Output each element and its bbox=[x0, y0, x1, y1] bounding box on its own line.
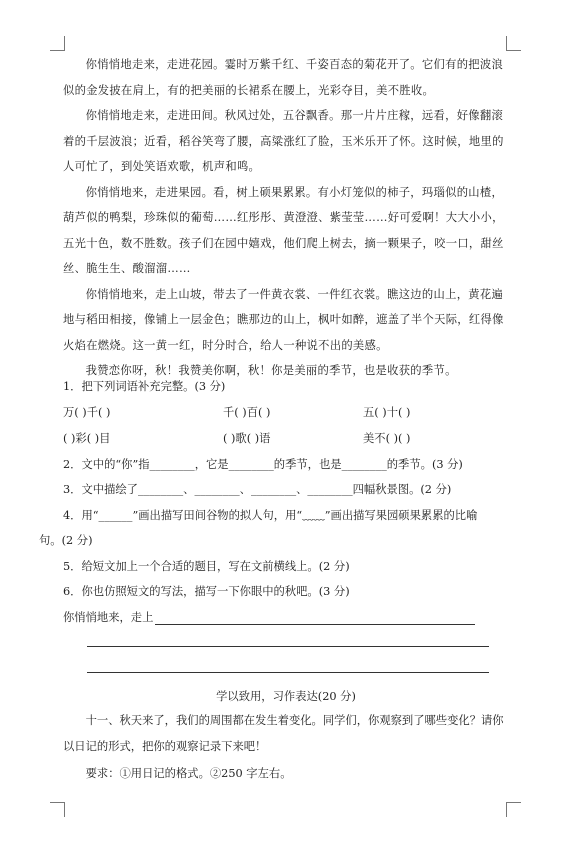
crop-mark-bottom-left bbox=[50, 802, 65, 817]
idiom-blank: 千( )百( ) bbox=[223, 406, 271, 419]
crop-mark-top-right bbox=[506, 36, 521, 51]
passage-paragraph-garden: 你悄悄地走来，走进花园。霎时万紫千红、千姿百态的菊花开了。它们有的把波浪似的金发披在肩上，有的把美丽的长裙系在腰上，光彩夺目，美不胜收。 bbox=[63, 58, 504, 97]
question-4-line-1: 4．用“______”画出描写田间谷物的拟人句，用“﹏﹏”画出描写果园硕果累累的比喻 bbox=[63, 509, 478, 522]
answer-prompt-text: 你悄悄地来，走上 bbox=[63, 611, 154, 624]
passage-paragraph-orchard: 你悄悄地来，走进果园。看，树上硕果累累。有小灯笼似的柿子，玛瑙似的山楂，葫芦似的鸭梨，珍珠似的葡萄……红彤彤、黄澄澄、紫莹莹……好可爱啊！大大小小，五光十色，数不胜数。孩子们在园中嬉戏，他们爬上树去，摘一颗果子，咬一口，甜丝丝、脆生生、酸溜溜…… bbox=[63, 185, 504, 275]
reading-passage bbox=[63, 52, 509, 384]
idiom-blank: ( )彩( )目 bbox=[63, 432, 111, 445]
answer-blank-line[interactable] bbox=[155, 624, 475, 625]
passage-paragraph-field: 你悄悄地走来，走进田间。秋风过处，五谷飘香。那一片片庄稼，远看，好像翻滚着的千层波浪；近看，稻谷笑弯了腰，高粱涨红了脸，玉米乐开了怀。这时候，地里的人可忙了，到处笑语欢歌，机声和鸣。 bbox=[63, 109, 504, 173]
question-2: 2．文中的“你”指________，它是________的季节，也是________的季节。(3 分) bbox=[63, 458, 463, 471]
answer-blank-line[interactable] bbox=[87, 672, 489, 673]
writing-requirements: 要求：①用日记的格式。②250 字左右。 bbox=[85, 767, 292, 780]
idiom-blank: 五( )十( ) bbox=[363, 406, 411, 419]
crop-mark-bottom-right bbox=[506, 802, 521, 817]
question-6-prompt bbox=[63, 609, 475, 625]
question-1-title: 1．把下列词语补充完整。(3 分) bbox=[63, 380, 226, 393]
question-4-line-2: 句。(2 分) bbox=[39, 534, 93, 547]
idiom-blank: 万( )千( ) bbox=[63, 406, 111, 419]
question-6: 6．你也仿照短文的写法，描写一下你眼中的秋吧。(3 分) bbox=[63, 585, 350, 598]
question-5: 5．给短文加上一个合适的题目，写在文前横线上。(2 分) bbox=[63, 560, 350, 573]
idiom-blank: 美不( )( ) bbox=[363, 432, 411, 445]
passage-paragraph-hill: 你悄悄地来，走上山坡，带去了一件黄衣裳、一件红衣裳。瞧这边的山上，黄花遍地与稻田相接，像铺上一层金色；瞧那边的山上，枫叶如醉，遮盖了半个天际，红得像火焰在燃烧。这一黄一红，时分时合，给人一种说不出的美感。 bbox=[63, 287, 504, 352]
crop-mark-top-left bbox=[50, 36, 65, 51]
section-title: 学以致用，习作表达(20 分) bbox=[216, 690, 356, 703]
writing-task: 十一、秋天来了，我们的周围都在发生着变化。同学们，你观察到了哪些变化？请你以日记的形式，把你的观察记录下来吧！ bbox=[63, 714, 504, 753]
idiom-blank: ( )歌( )语 bbox=[223, 432, 271, 445]
question-3: 3．文中描绘了________、________、________、________四幅秋景图。(2 分) bbox=[63, 483, 452, 496]
passage-paragraph-conclusion: 我赞恋你呀，秋！我赞美你啊，秋！你是美丽的季节，也是收获的季节。 bbox=[85, 364, 457, 377]
answer-blank-line[interactable] bbox=[87, 646, 489, 647]
